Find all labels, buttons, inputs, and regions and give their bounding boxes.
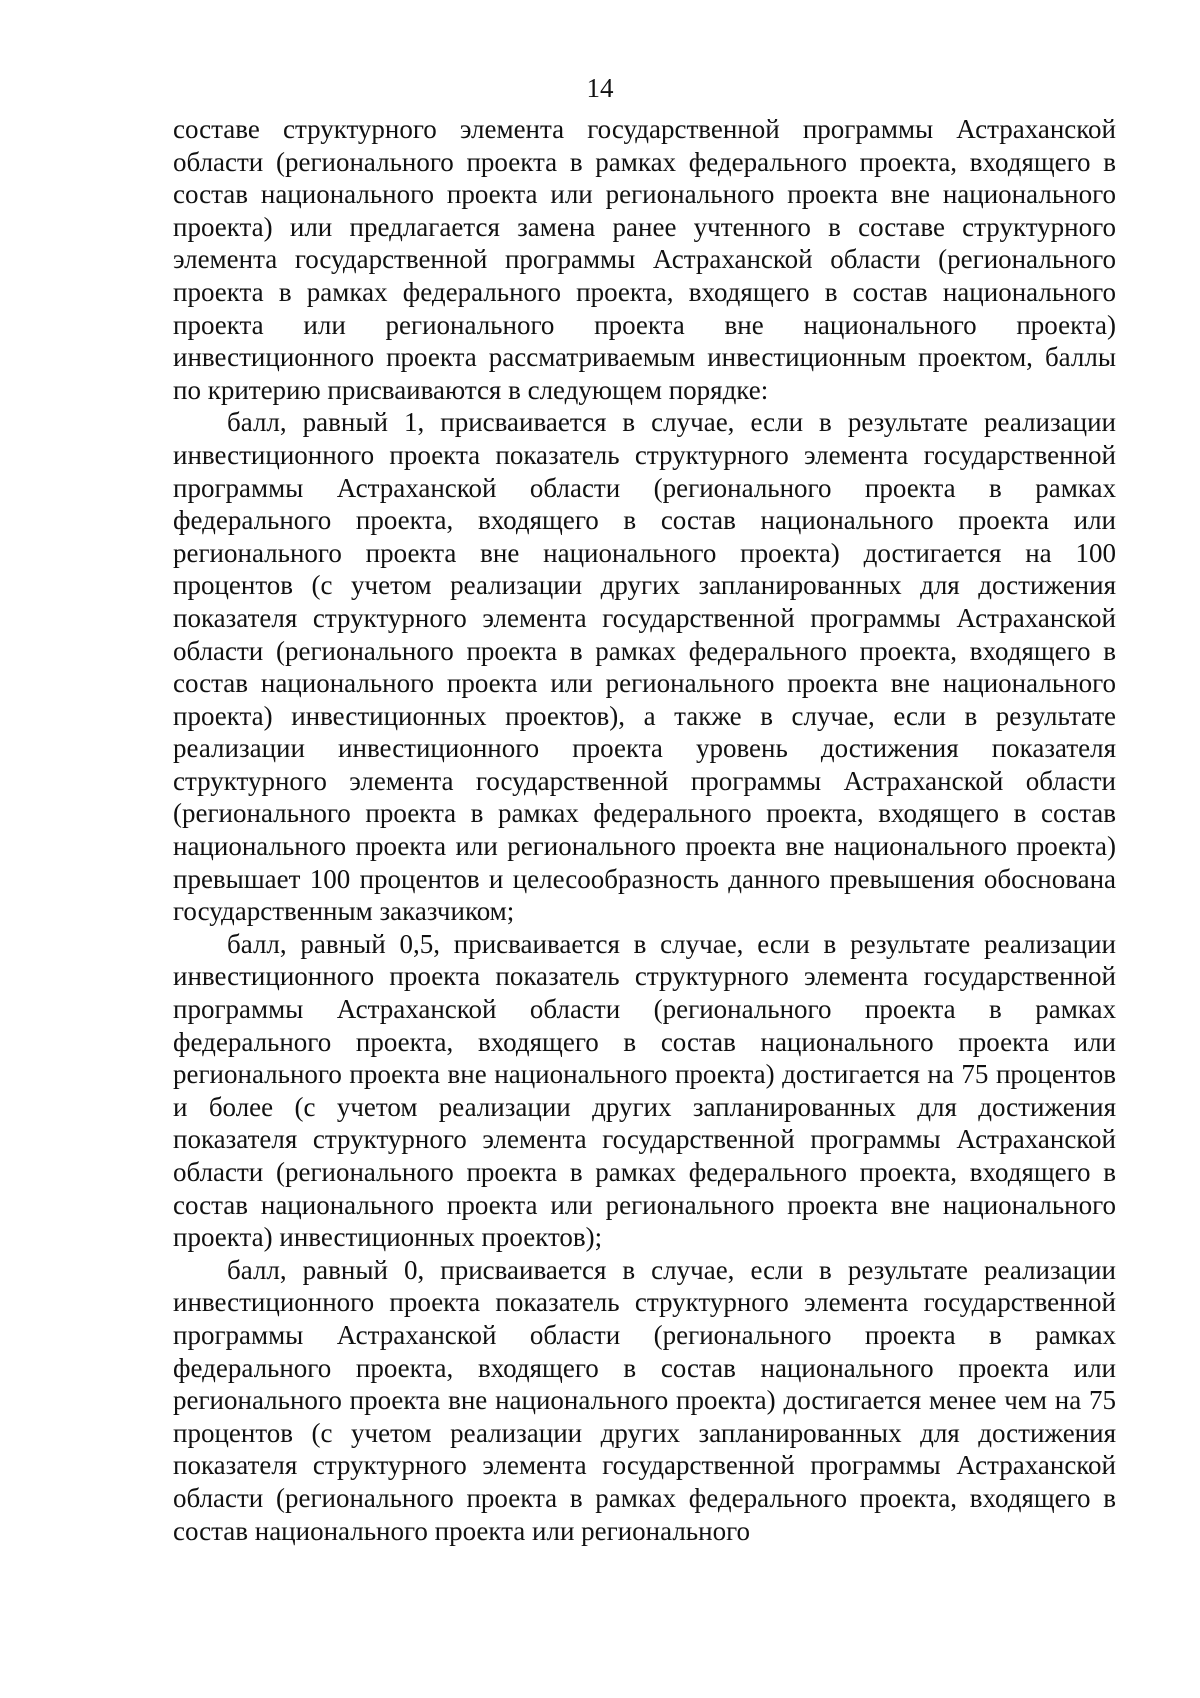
paragraph-score-0: балл, равный 0, присваивается в случае, если в результате реализации инвестиционного проекта показатель структурного элемента государственной программы Астраханской области (регионального проекта в рамках федерального проекта, входящего в состав национального проекта или регионального проекта вне национального проекта) достигается менее чем на 75 процентов (с учетом реализации других запланированных для достижения показателя структурного элемента государственной программы Астраханской области (регионального проекта в рамках федерального проекта, входящего в состав национального проекта или регионального bbox=[173, 1254, 1116, 1546]
paragraph-score-0-5: балл, равный 0,5, присваивается в случае, если в результате реализации инвестиционного проекта показатель структурного элемента государственной программы Астраханской области (регионального проекта в рамках федерального проекта, входящего в состав национального проекта или регионального проекта вне национального проекта) достигается на 75 процентов и более (с учетом реализации других запланированных для достижения показателя структурного элемента государственной программы Астраханской области (регионального проекта в рамках федерального проекта, входящего в состав национального проекта или регионального проекта вне национального проекта) инвестиционных проектов); bbox=[173, 928, 1116, 1253]
document-body bbox=[173, 113, 1116, 1547]
paragraph-continuation: составе структурного элемента государственной программы Астраханской области (регионального проекта в рамках федерального проекта, входящего в состав национального проекта или регионального проекта вне национального проекта) или предлагается замена ранее учтенного в составе структурного элемента государственной программы Астраханской области (регионального проекта в рамках федерального проекта, входящего в состав национального проекта или регионального проекта вне национального проекта) инвестиционного проекта рассматриваемым инвестиционным проектом, баллы по критерию присваиваются в следующем порядке: bbox=[173, 114, 1116, 405]
page-number: 14 bbox=[586, 73, 614, 103]
paragraph-score-1: балл, равный 1, присваивается в случае, если в результате реализации инвестиционного проекта показатель структурного элемента государственной программы Астраханской области (регионального проекта в рамках федерального проекта, входящего в состав национального проекта или регионального проекта вне национального проекта) достигается на 100 процентов (с учетом реализации других запланированных для достижения показателя структурного элемента государственной программы Астраханской области (регионального проекта в рамках федерального проекта, входящего в состав национального проекта или регионального проекта вне национального проекта) инвестиционных проектов), а также в случае, если в результате реализации инвестиционного проекта уровень достижения показателя структурного элемента государственной программы Астраханской области (регионального проекта в рамках федерального проекта, входящего в состав национального проекта или регионального проекта вне национального проекта) превышает 100 процентов и целесообразность данного превышения обоснована государственным заказчиком; bbox=[173, 407, 1116, 927]
